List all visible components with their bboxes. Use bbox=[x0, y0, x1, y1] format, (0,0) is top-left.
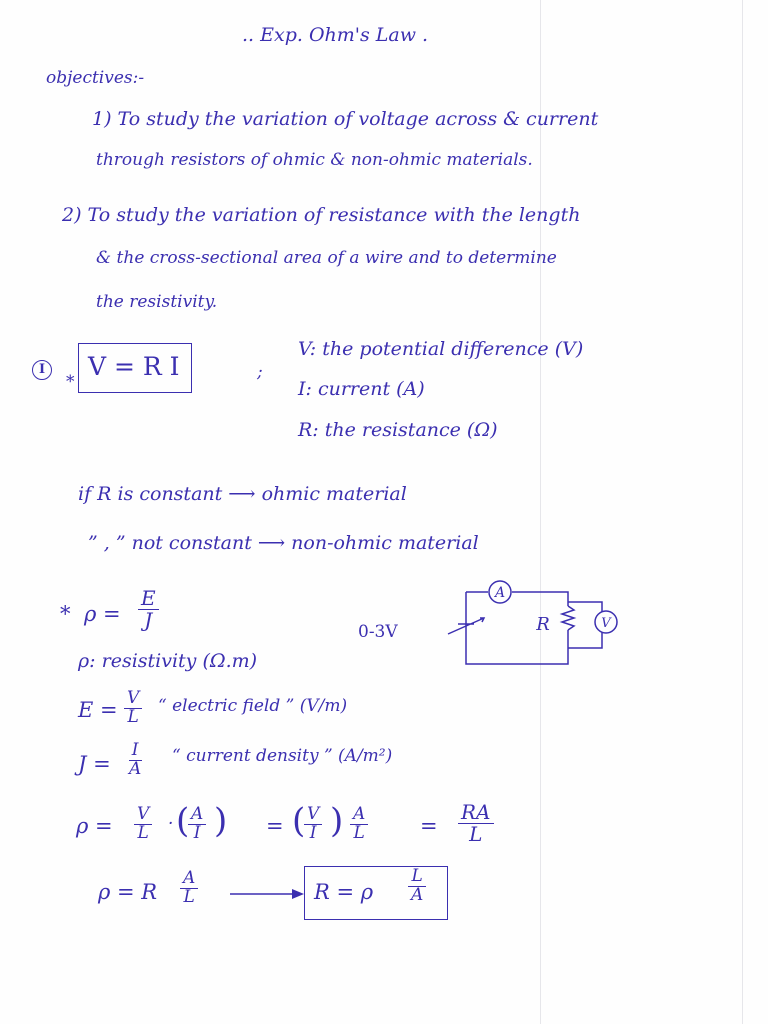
rho-fraction bbox=[138, 588, 159, 631]
voltmeter-label: V bbox=[601, 616, 611, 631]
final-boxed-frac bbox=[408, 868, 426, 905]
e-lhs: E = bbox=[78, 698, 118, 722]
e-num: V bbox=[124, 690, 142, 709]
resistor-label: R bbox=[536, 614, 550, 635]
ohms-law-formula: V = R I bbox=[88, 352, 180, 381]
objectives-heading: objectives:- bbox=[46, 68, 145, 88]
deriv-frac-v-i bbox=[304, 806, 322, 843]
circuit-top-wire bbox=[466, 592, 568, 606]
deriv-equals-2: = bbox=[420, 814, 438, 838]
implies-arrow bbox=[228, 884, 308, 904]
rule-ohmic: if R is constant ⟶ ohmic material bbox=[78, 483, 407, 505]
def-resistance: R: the resistance (Ω) bbox=[298, 419, 498, 441]
final-boxed-den: A bbox=[411, 884, 424, 905]
circuit-loop-wire bbox=[466, 592, 568, 664]
page-edge-line bbox=[742, 0, 743, 1024]
deriv-lhs: ρ = bbox=[76, 814, 113, 838]
deriv-frac-a-l-den: L bbox=[353, 822, 365, 843]
objective-2-line-3: the resistivity. bbox=[96, 292, 218, 312]
e-definition: “ electric field ” (V/m) bbox=[158, 696, 348, 716]
deriv-frac-a-l-num: A bbox=[350, 806, 368, 825]
objective-2-line-1: 2) To study the variation of resistance with the length bbox=[62, 204, 581, 226]
deriv-equals-1: = bbox=[266, 814, 284, 838]
deriv-frac-a-l bbox=[350, 806, 368, 843]
circuit-diagram bbox=[440, 578, 640, 668]
j-fraction bbox=[126, 742, 144, 779]
deriv-frac-v-l-num: V bbox=[134, 806, 152, 825]
paren-close-1: ) bbox=[214, 801, 228, 841]
final-boxed-lhs: R = ρ bbox=[314, 880, 374, 904]
deriv-frac-a-i-num: A bbox=[188, 806, 206, 825]
resistor-zigzag bbox=[562, 606, 574, 630]
deriv-frac-ra-l-num: RA bbox=[458, 802, 494, 824]
rho-num: E bbox=[138, 588, 159, 610]
deriv-frac-v-i-num: V bbox=[304, 806, 322, 825]
e-den: L bbox=[127, 706, 139, 727]
ammeter-label: A bbox=[494, 585, 506, 601]
deriv-frac-v-l-den: L bbox=[137, 822, 149, 843]
deriv-frac-ra-l bbox=[458, 802, 494, 845]
paren-open-1: ( bbox=[176, 801, 190, 841]
page-fold-line bbox=[540, 0, 541, 1024]
rho-lhs: ρ = bbox=[84, 602, 121, 626]
objective-1-line-1: 1) To study the variation of voltage across & current bbox=[92, 108, 599, 130]
objective-2-line-2: & the cross-sectional area of a wire and to determine bbox=[96, 248, 557, 268]
j-lhs: J = bbox=[78, 752, 111, 776]
deriv-frac-v-i-den: I bbox=[309, 822, 317, 843]
final-lhs: ρ = R bbox=[98, 880, 158, 904]
deriv-dot: · bbox=[168, 814, 174, 834]
rho-den: J bbox=[144, 608, 153, 632]
paren-close-2: ) bbox=[330, 801, 344, 841]
final-frac-a-l-den: L bbox=[183, 886, 195, 907]
def-current: I: current (A) bbox=[298, 378, 425, 400]
deriv-frac-ra-l-den: L bbox=[469, 822, 483, 846]
deriv-frac-a-i-den: I bbox=[193, 822, 201, 843]
section-marker-circle bbox=[32, 360, 52, 380]
final-frac-a-l bbox=[180, 870, 198, 907]
e-fraction bbox=[124, 690, 142, 727]
star-bullet-2: * bbox=[60, 602, 71, 626]
star-bullet-1: * bbox=[66, 372, 75, 392]
def-potential-difference: V: the potential difference (V) bbox=[298, 338, 584, 360]
j-den: A bbox=[129, 758, 142, 779]
j-num: I bbox=[129, 742, 142, 761]
j-definition: “ current density ” (A/m²) bbox=[172, 746, 393, 766]
objective-1-line-2: through resistors of ohmic & non-ohmic materials. bbox=[96, 150, 533, 170]
deriv-frac-v-l bbox=[134, 806, 152, 843]
page-title: .. Exp. Ohm's Law . bbox=[242, 24, 429, 46]
final-boxed-num: L bbox=[408, 868, 425, 887]
rule-non-ohmic: ” , ” not constant ⟶ non-ohmic material bbox=[88, 532, 479, 554]
deriv-frac-a-i bbox=[188, 806, 206, 843]
section-marker-label: I bbox=[38, 362, 46, 377]
circuit-source-label: 0-3V bbox=[358, 622, 398, 642]
rho-definition: ρ: resistivity (Ω.m) bbox=[78, 650, 258, 672]
ohms-law-separator: ; bbox=[257, 362, 263, 382]
paren-open-2: ( bbox=[292, 801, 306, 841]
final-frac-a-l-num: A bbox=[180, 870, 198, 889]
